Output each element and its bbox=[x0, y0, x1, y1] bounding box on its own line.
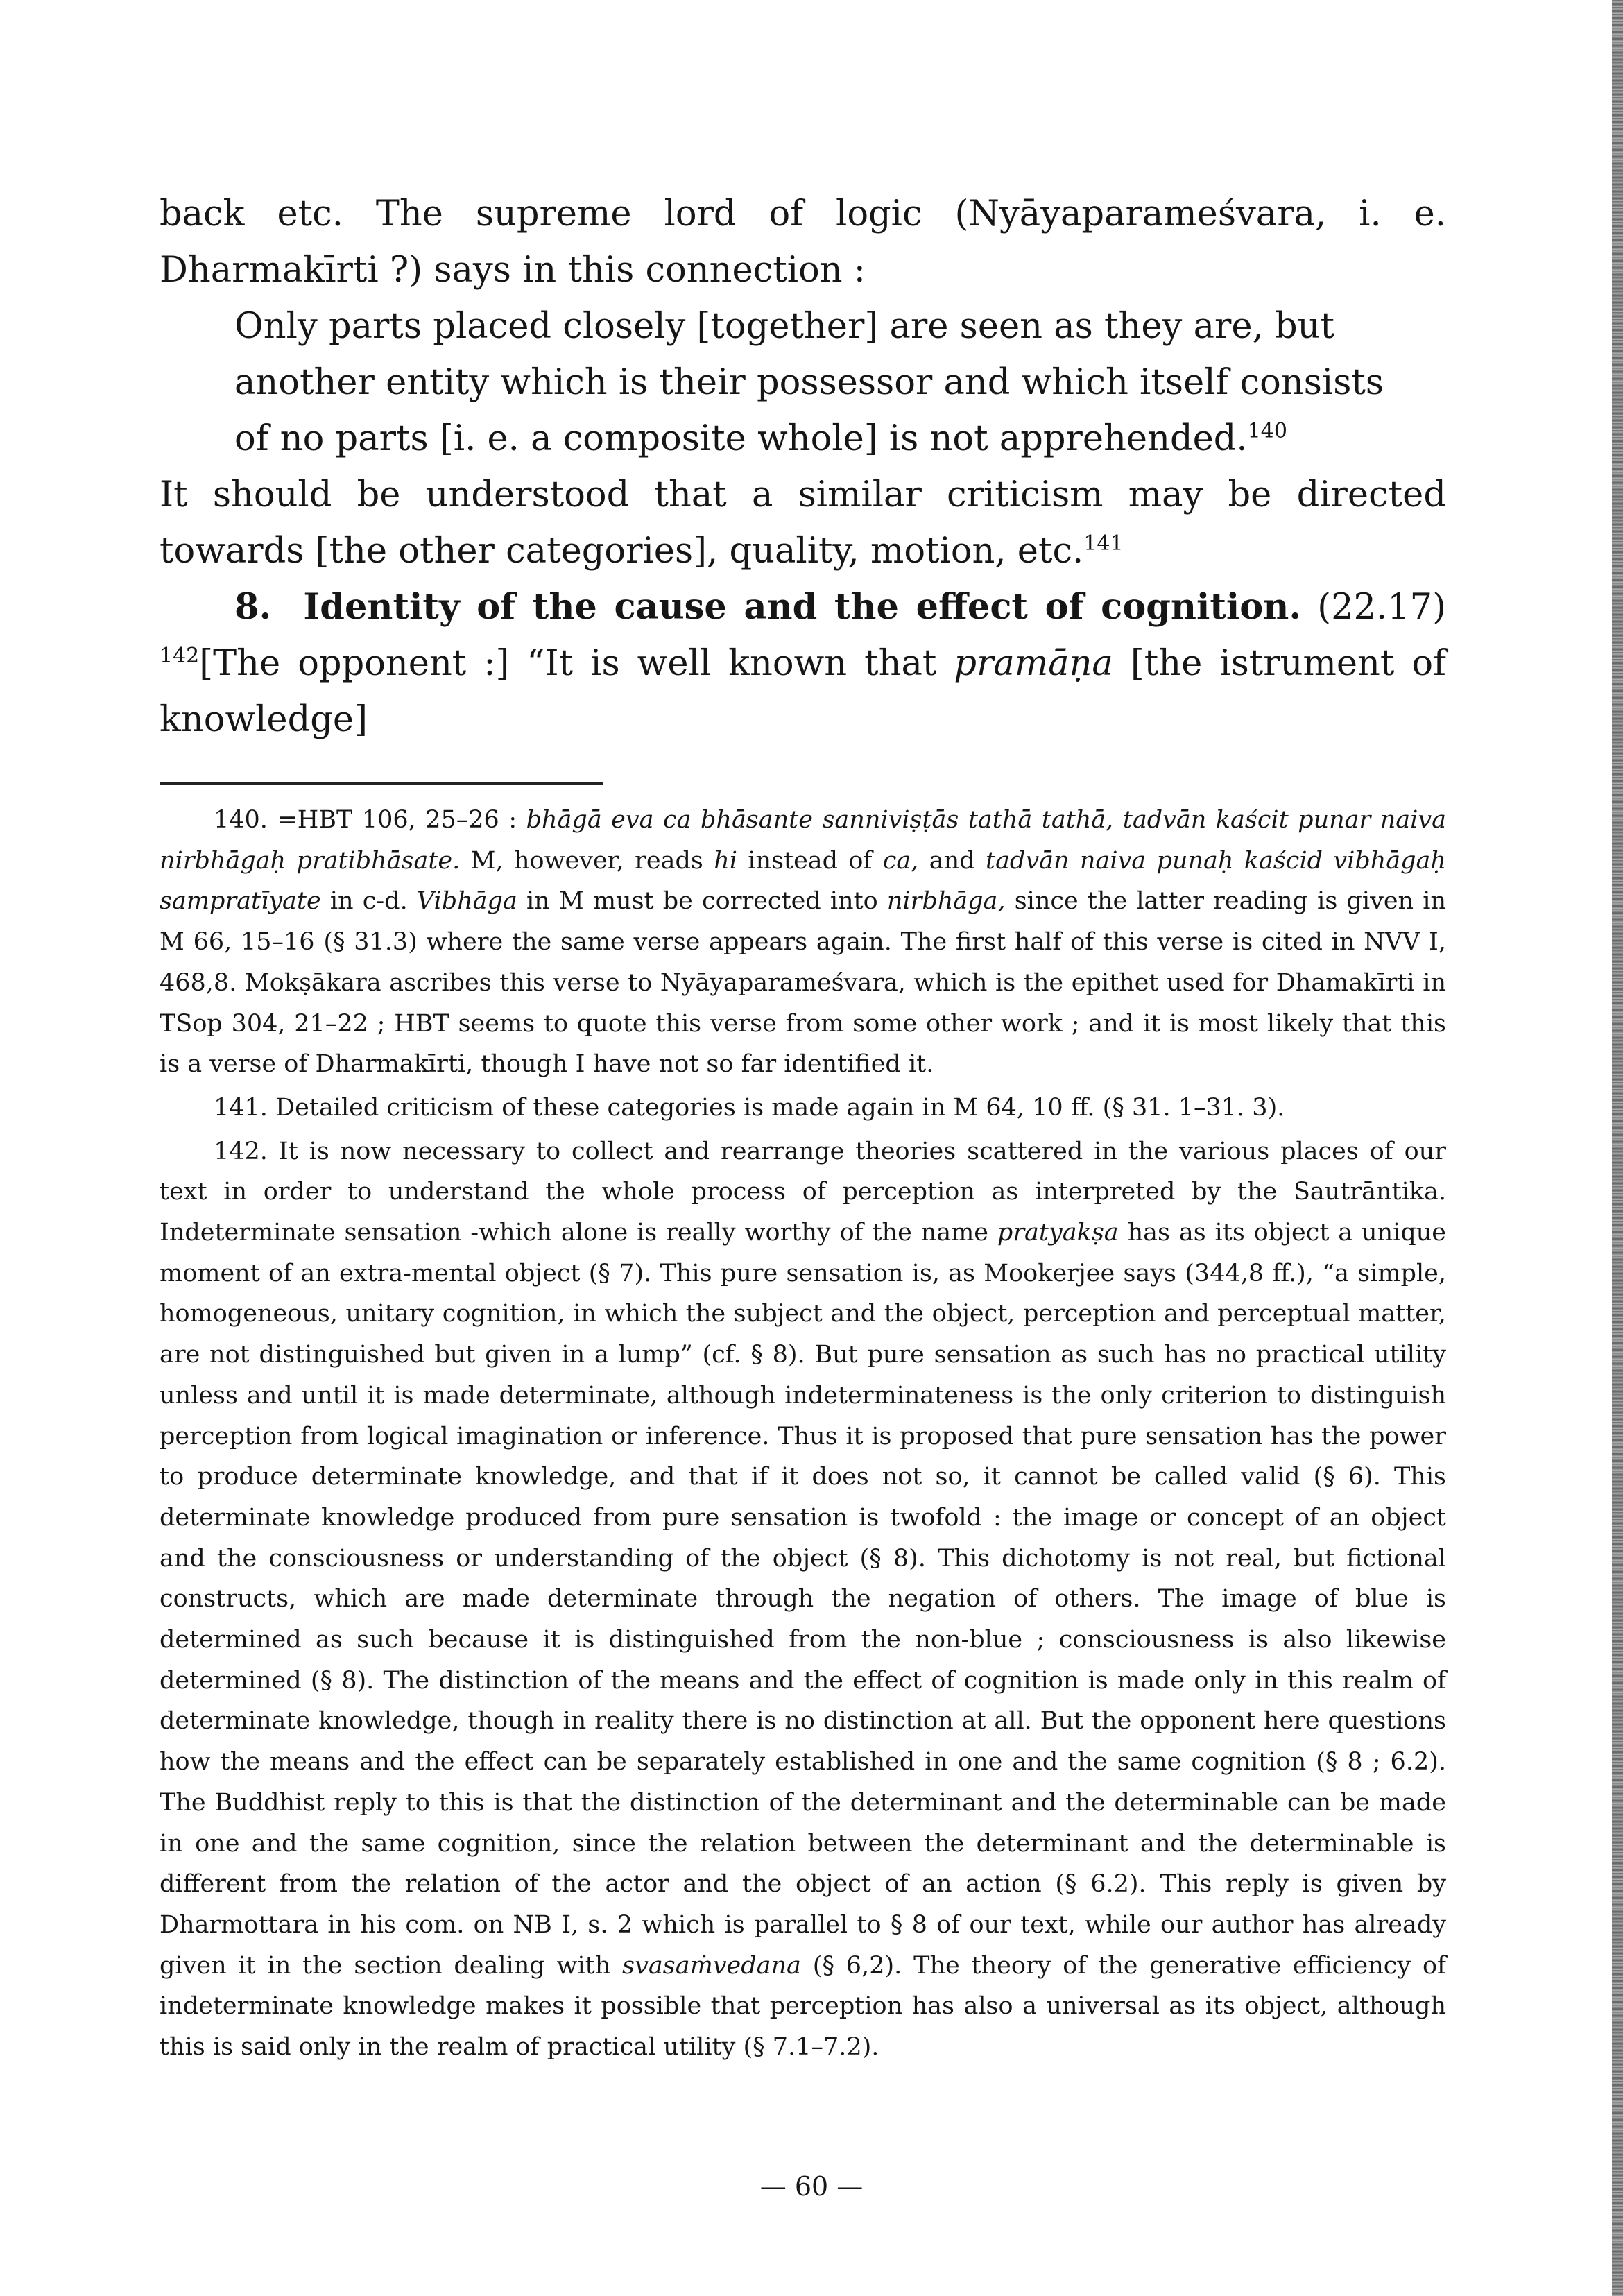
section-number: 8. bbox=[234, 586, 272, 628]
page-body bbox=[160, 186, 1446, 2071]
fn140-term-hi: hi bbox=[714, 846, 737, 875]
page-number: — 60 — bbox=[759, 2171, 864, 2202]
section-8 bbox=[160, 579, 1446, 748]
paragraph-criticism-text: It should be understood that a similar criticism may be directed towards [the other categories], quality, motion, etc. bbox=[160, 474, 1446, 572]
footnote-140 bbox=[160, 800, 1446, 1085]
fn142-text-b: has as its object a unique moment of an extra-mental object (§ 7). This pure sensation is, as Mookerjee says (344,8 ff.), “a simple, homogeneous, unitary cognition, in which the subject and the object, perception and perceptual matter, are not distinguished but given in a lump” (cf. § 8). But pure sensation as such has no practical utility unless and until it is made determinate, although indeterminateness is the only criterion to distinguish perception from logical imagination or inference. Thus it is proposed that pure sensation has the power to produce determinate knowledge, and that if it does not so, it cannot be called valid (§ 6). This determinate knowledge produced from pure sensation is twofold : the image or concept of an object and the consciousness or understanding of the object (§ 8). This dichotomy is not real, but fictional constructs, which are made determinate through the negation of others. The image of blue is determined as such because it is distinguished from the non-blue ; consciousness is also likewise determined (§ 8). The distinction of the means and the effect of cognition is made only in this realm of determinate knowledge, though in reality there is no distinction at all. But the opponent here questions how the means and the effect can be separately established in one and the same cognition (§ 8 ; 6.2). The Buddhist reply to this is that the distinction of the determinant and the determinable can be made in one and the same cognition, since the relation between the determinant and the determinable is different from the relation of the actor and the object of an action (§ 6.2). This reply is given by Dharmottara in his com. on NB I, s. 2 which is parallel to § 8 of our text, while our author has already given it in the section dealing with bbox=[160, 1219, 1446, 1980]
paragraph-intro: back etc. The supreme lord of logic (Nyāyaparameśvara, i. e. Dharmakīrti ?) says in this connection : bbox=[160, 194, 1446, 291]
fn140-verse: bhāgā eva ca bhāsante sanniviṣṭās tathā tathā, tadvān kaścit punar naiva nirbhāgaḥ pratibhāsate. bbox=[160, 806, 1447, 875]
footnote-separator bbox=[160, 782, 603, 785]
verse-quote bbox=[234, 298, 1386, 467]
fn140-text-c: instead of bbox=[737, 846, 883, 875]
fn142-term-svasamvedana: svasaṁvedana bbox=[622, 1951, 801, 1980]
footnotes bbox=[160, 800, 1446, 2068]
fn142-term-pratyaksa: pratyakṣa bbox=[997, 1219, 1119, 1247]
section-text-end: [the istrument of knowledge] bbox=[160, 643, 1446, 740]
section-heading: Identity of the cause and the effect of cognition. bbox=[303, 586, 1302, 628]
fn140-text-b: M, however, reads bbox=[460, 846, 714, 875]
verse-quote-text: Only parts placed closely [together] are seen as they are, but another entity which is their possessor and which itself consists of no parts [i. e. a composite whole] is not apprehended. bbox=[234, 306, 1384, 459]
footnote-ref-141[interactable]: 141 bbox=[1083, 531, 1124, 556]
footnote-142 bbox=[160, 1131, 1446, 2068]
paragraph-criticism bbox=[160, 467, 1446, 579]
footnote-141: 141. Detailed criticism of these categories is made again in M 64, 10 ff. (§ 31. 1–31. 3). bbox=[214, 1093, 1285, 1122]
section-location: (22.17) bbox=[1301, 587, 1447, 628]
term-pramana: pramāṇa bbox=[954, 643, 1113, 684]
fn140-text-e: in c-d. bbox=[320, 887, 417, 916]
section-text-start: [The opponent :] “It is well known that bbox=[199, 643, 954, 684]
fn140-term-ca: ca, bbox=[882, 846, 919, 875]
fn140-text-d: and bbox=[918, 846, 986, 875]
fn140-text-f: in M must be corrected into bbox=[517, 887, 887, 916]
footnote-ref-142[interactable]: 142 bbox=[160, 644, 200, 668]
fn140-variant-reading: tadvān naiva punaḥ kaścid vibhāgaḥ sampratīyate bbox=[160, 846, 1446, 916]
scan-edge-shadow bbox=[1612, 0, 1623, 2296]
footnote-ref-140[interactable]: 140 bbox=[1247, 419, 1287, 443]
fn142-text-a: 142. It is now necessary to collect and rearrange theories scattered in the various places of our text in order to understand the whole process of perception as interpreted by the Sautrāntika. Indeterminate sensation -which alone is really worthy of the name bbox=[160, 1137, 1446, 1247]
fn140-source: 140. =HBT 106, 25–26 : bbox=[214, 806, 526, 834]
fn140-text-g: since the latter reading is given in M 66, 15–16 (§ 31.3) where the same verse appears again. The first half of this verse is cited in NVV I, 468,8. Mokṣākara ascribes this verse to Nyāyaparameśvara, which is the epithet used for Dhamakīrti in TSop 304, 21–22 ; HBT seems to quote this verse from some other work ; and it is most likely that this is a verse of Dharmakīrti, though I have not so far identified it. bbox=[160, 887, 1446, 1079]
fn140-term-nirbhaga: nirbhāga, bbox=[886, 887, 1006, 916]
main-text bbox=[160, 186, 1446, 748]
fn140-term-vibhaga: Vibhāga bbox=[416, 887, 517, 916]
fn142-text-c: (§ 6,2). The theory of the generative efficiency of indeterminate knowledge makes it possible that perception has also a universal as its object, although this is said only in the realm of practical utility (§ 7.1–7.2). bbox=[160, 1951, 1446, 2062]
